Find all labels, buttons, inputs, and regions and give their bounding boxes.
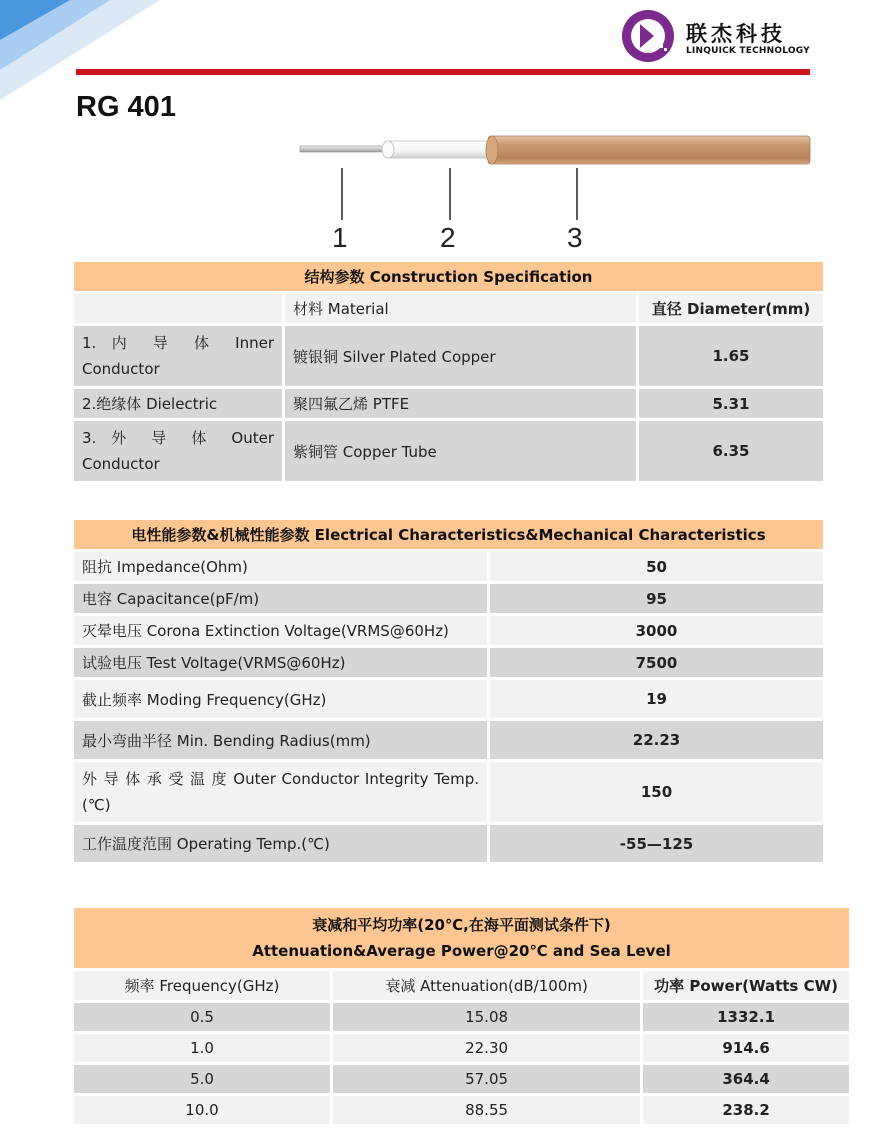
attenuation-table bbox=[71, 905, 852, 1127]
company-logo bbox=[620, 8, 810, 64]
parameter-value: 50 bbox=[490, 552, 823, 581]
material-column-header: 材料 Material bbox=[285, 294, 636, 323]
table-row bbox=[74, 326, 823, 386]
parameter-label: 阻抗 Impedance(Ohm) bbox=[74, 552, 487, 581]
parameter-label: 工作温度范围 Operating Temp.(℃) bbox=[74, 825, 487, 862]
diameter-value: 5.31 bbox=[639, 389, 823, 418]
material-value: 聚四氟乙烯 PTFE bbox=[285, 389, 636, 418]
table-row bbox=[74, 1065, 849, 1093]
part-name: 1. 内 导 体 Inner Conductor bbox=[74, 326, 282, 386]
parameter-label: 截止频率 Moding Frequency(GHz) bbox=[74, 680, 487, 718]
frequency-value: 1.0 bbox=[74, 1034, 330, 1062]
parameter-value: 7500 bbox=[490, 648, 823, 677]
company-name-en: LINQUICK TECHNOLOGY bbox=[686, 46, 810, 56]
table-row bbox=[74, 762, 823, 822]
company-name-cn: 联杰科技 bbox=[686, 22, 786, 46]
attenuation-title-en: Attenuation&Average Power@20℃ and Sea Level bbox=[252, 942, 671, 960]
power-value: 364.4 bbox=[643, 1065, 849, 1093]
attenuation-value: 22.30 bbox=[333, 1034, 640, 1062]
header-divider bbox=[76, 69, 810, 75]
attenuation-title bbox=[74, 908, 849, 968]
table-row bbox=[74, 680, 823, 718]
electrical-title: 电性能参数&机械性能参数 Electrical Characteristics&Mechanical Characteristics bbox=[74, 520, 823, 549]
parameter-value: 19 bbox=[490, 680, 823, 718]
frequency-value: 5.0 bbox=[74, 1065, 330, 1093]
attenuation-value: 15.08 bbox=[333, 1003, 640, 1031]
diameter-column-header: 直径 Diameter(mm) bbox=[639, 294, 823, 323]
part-name: 3. 外 导 体 Outer Conductor bbox=[74, 421, 282, 481]
attenuation-value: 57.05 bbox=[333, 1065, 640, 1093]
parameter-label: 灭晕电压 Corona Extinction Voltage(VRMS@60Hz) bbox=[74, 616, 487, 645]
parameter-label: 试验电压 Test Voltage(VRMS@60Hz) bbox=[74, 648, 487, 677]
parameter-value: 150 bbox=[490, 762, 823, 822]
construction-header-empty bbox=[74, 294, 282, 323]
diameter-value: 6.35 bbox=[639, 421, 823, 481]
power-column-header: 功率 Power(Watts CW) bbox=[643, 971, 849, 1000]
parameter-value: 22.23 bbox=[490, 721, 823, 759]
table-row bbox=[74, 825, 823, 862]
material-value: 镀银铜 Silver Plated Copper bbox=[285, 326, 636, 386]
material-value: 紫铜管 Copper Tube bbox=[285, 421, 636, 481]
table-row bbox=[74, 721, 823, 759]
table-row bbox=[74, 389, 823, 418]
parameter-value: 3000 bbox=[490, 616, 823, 645]
attenuation-column-header: 衰减 Attenuation(dB/100m) bbox=[333, 971, 640, 1000]
diameter-value: 1.65 bbox=[639, 326, 823, 386]
table-row bbox=[74, 1034, 849, 1062]
parameter-label: 外 导 体 承 受 温 度 Outer Conductor Integrity Temp.(℃) bbox=[74, 762, 487, 822]
parameter-value: 95 bbox=[490, 584, 823, 613]
table-row bbox=[74, 648, 823, 677]
dielectric-layer bbox=[384, 141, 494, 158]
table-row bbox=[74, 584, 823, 613]
construction-table bbox=[71, 259, 826, 484]
product-title: RG 401 bbox=[76, 91, 176, 123]
table-row bbox=[74, 1003, 849, 1031]
parameter-value: -55—125 bbox=[490, 825, 823, 862]
power-value: 914.6 bbox=[643, 1034, 849, 1062]
frequency-column-header: 频率 Frequency(GHz) bbox=[74, 971, 330, 1000]
table-row bbox=[74, 552, 823, 581]
attenuation-title-cn: 衰减和平均功率(20℃,在海平面测试条件下) bbox=[312, 916, 611, 934]
construction-title: 结构参数 Construction Specification bbox=[74, 262, 823, 291]
inner-conductor bbox=[300, 146, 390, 152]
parameter-label: 电容 Capacitance(pF/m) bbox=[74, 584, 487, 613]
table-row bbox=[74, 421, 823, 481]
part-name: 2.绝缘体 Dielectric bbox=[74, 389, 282, 418]
frequency-value: 10.0 bbox=[74, 1096, 330, 1124]
logo-mark-icon bbox=[620, 8, 676, 64]
callout-3: 3 bbox=[567, 222, 583, 253]
table-row bbox=[74, 616, 823, 645]
attenuation-value: 88.55 bbox=[333, 1096, 640, 1124]
cable-illustration bbox=[296, 128, 816, 258]
power-value: 238.2 bbox=[643, 1096, 849, 1124]
table-row bbox=[74, 1096, 849, 1124]
outer-conductor bbox=[488, 136, 810, 164]
frequency-value: 0.5 bbox=[74, 1003, 330, 1031]
electrical-table bbox=[71, 517, 826, 865]
power-value: 1332.1 bbox=[643, 1003, 849, 1031]
callout-2: 2 bbox=[440, 222, 456, 253]
parameter-label: 最小弯曲半径 Min. Bending Radius(mm) bbox=[74, 721, 487, 759]
callout-1: 1 bbox=[332, 222, 348, 253]
